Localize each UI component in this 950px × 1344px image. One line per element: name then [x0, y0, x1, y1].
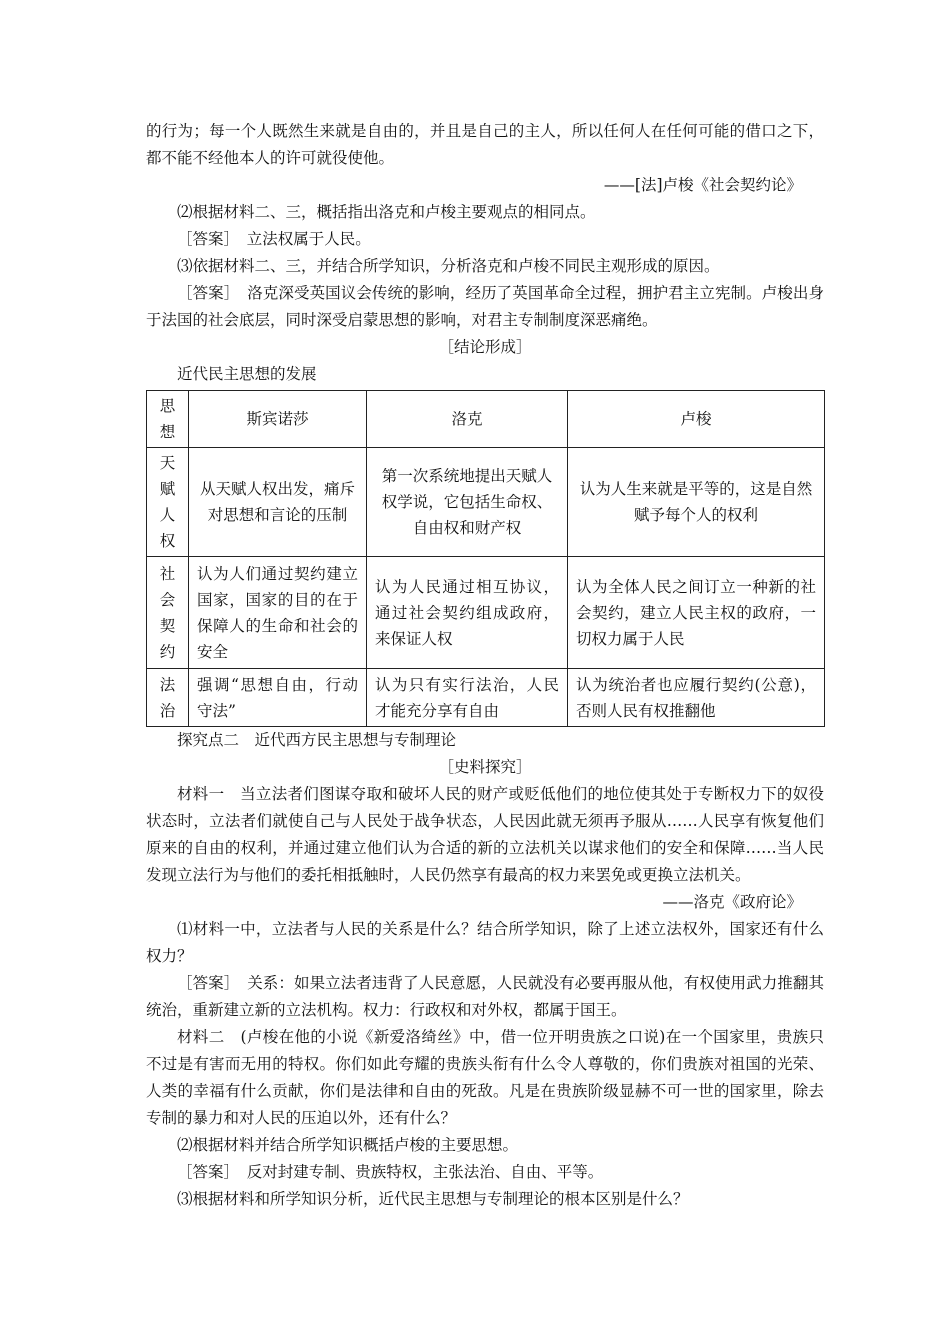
s2-question-3: ⑶根据材料和所学知识分析，近代民主思想与专制理论的根本区别是什么？	[177, 1190, 689, 1208]
table-cell: 从天赋人权出发，痛斥对思想和言论的压制	[189, 448, 367, 557]
table-cell: 认为人民通过相互协议，通过社会契约组成政府，来保证人权	[367, 557, 568, 669]
row-label: 社会契约	[147, 557, 189, 669]
table-header-row	[147, 391, 825, 448]
table-header: 卢梭	[568, 391, 825, 448]
intro-continuation: 的行为；每一个人既然生来就是自由的，并且是自己的主人，所以任何人在任何可能的借口之下，都不能不经他本人的许可就役使他。	[146, 122, 824, 167]
row-label: 法治	[147, 669, 189, 727]
table-cell: 强调“思想自由，行动守法”	[189, 669, 367, 727]
table-row	[147, 669, 825, 727]
question-2: ⑵根据材料二、三，概括指出洛克和卢梭主要观点的相同点。	[177, 203, 596, 221]
table-row	[147, 557, 825, 669]
document-page	[146, 118, 824, 1213]
intro-source: ——[法]卢梭《社会契约论》	[603, 176, 802, 194]
table-cell: 认为统治者也应履行契约(公意)，否则人民有权推翻他	[568, 669, 825, 727]
section-2-heading: ［史料探究］	[438, 758, 532, 776]
row-label: 天赋人权	[147, 448, 189, 557]
material-1-source: ——洛克《政府论》	[662, 893, 802, 911]
question-3: ⑶依据材料二、三，并结合所学知识，分析洛克和卢梭不同民主观形成的原因。	[177, 257, 720, 275]
table-header: 斯宾诺莎	[189, 391, 367, 448]
s2-answer-1: ［答案］ 关系：如果立法者违背了人民意愿，人民就没有必要再服从他，有权使用武力推翻其统治，重新建立新的立法机构。权力：行政权和对外权，都属于国王。	[146, 974, 824, 1019]
answer-2: ［答案］ 立法权属于人民。	[177, 230, 371, 248]
democracy-thought-table	[146, 390, 825, 727]
table-header: 洛克	[367, 391, 568, 448]
table-cell: 认为全体人民之间订立一种新的社会契约，建立人民主权的政府，一切权力属于人民	[568, 557, 825, 669]
table-cell: 认为人生来就是平等的，这是自然赋予每个人的权利	[568, 448, 825, 557]
material-1: 材料一 当立法者们图谋夺取和破坏人民的财产或贬低他们的地位使其处于专断权力下的奴役状态时，立法者们就使自己与人民处于战争状态，人民因此就无须再予服从……人民享有恢复他们原来的自由的权利，并通过建立他们认为合适的新的立法机关以谋求他们的安全和保障……当人民发现立法行为与他们的委托相抵触时，人民仍然享有最高的权力来罢免或更换立法机关。	[146, 785, 824, 884]
table-cell: 第一次系统地提出天赋人权学说，它包括生命权、自由权和财产权	[367, 448, 568, 557]
table-header: 思想	[147, 391, 189, 448]
s2-question-1: ⑴材料一中，立法者与人民的关系是什么？结合所学知识，除了上述立法权外，国家还有什么权力？	[146, 920, 824, 965]
table-row	[147, 448, 825, 557]
table-caption: 近代民主思想的发展	[177, 365, 317, 383]
table-cell: 认为人们通过契约建立国家，国家的目的在于保障人的生命和社会的安全	[189, 557, 367, 669]
conclusion-heading: ［结论形成］	[438, 338, 532, 356]
s2-question-2: ⑵根据材料并结合所学知识概括卢梭的主要思想。	[177, 1136, 519, 1154]
s2-answer-2: ［答案］ 反对封建专制、贵族特权，主张法治、自由、平等。	[177, 1163, 604, 1181]
answer-3: ［答案］ 洛克深受英国议会传统的影响，经历了英国革命全过程，拥护君主立宪制。卢梭出身于法国的社会底层，同时深受启蒙思想的影响，对君主专制制度深恶痛绝。	[146, 284, 824, 329]
material-2: 材料二 (卢梭在他的小说《新爱洛绮丝》中，借一位开明贵族之口说)在一个国家里，贵族只不过是有害而无用的特权。你们如此夸耀的贵族头衔有什么令人尊敬的，你们贵族对祖国的光荣、人类的幸福有什么贡献，你们是法律和自由的死敌。凡是在贵族阶级显赫不可一世的国家里，除去专制的暴力和对人民的压迫以外，还有什么？	[146, 1028, 824, 1127]
section-2-title: 探究点二 近代西方民主思想与专制理论	[177, 731, 457, 749]
table-cell: 认为只有实行法治，人民才能充分享有自由	[367, 669, 568, 727]
